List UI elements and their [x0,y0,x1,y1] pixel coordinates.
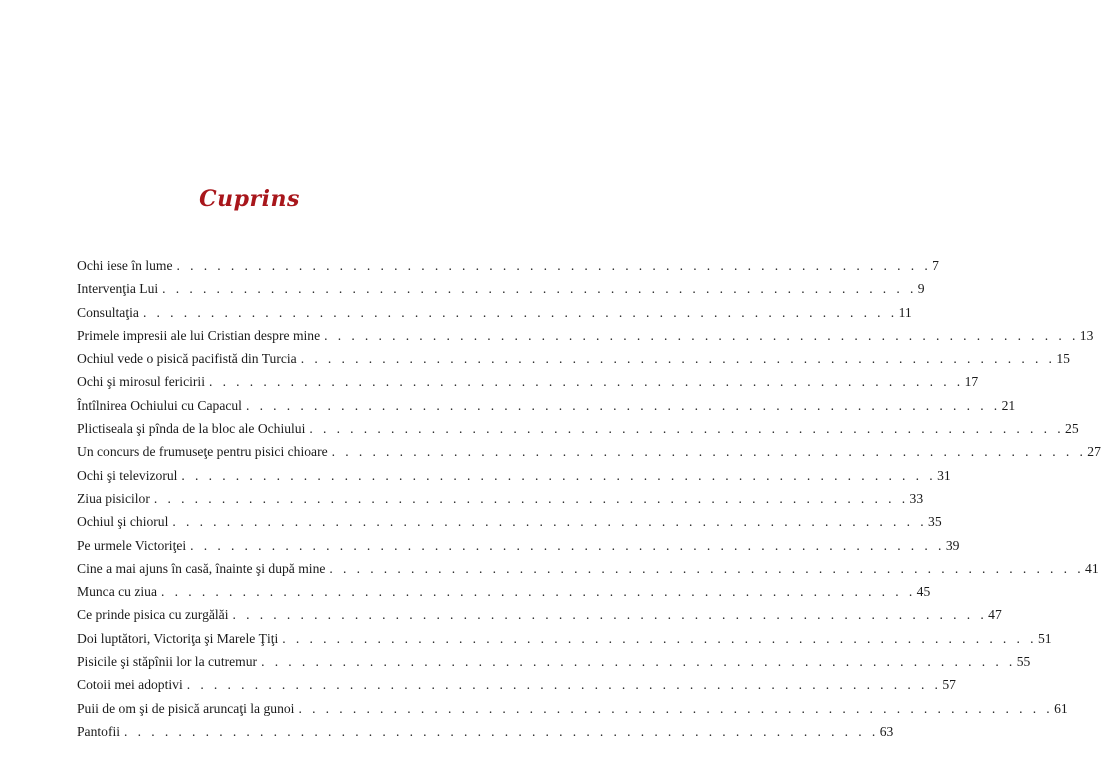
toc-entry [77,327,1094,350]
toc-entry-page-number: 25 [1065,421,1079,437]
toc-entry-page-number: 57 [942,677,956,693]
toc-entry-title: Întîlnirea Ochiului cu Capacul [77,397,242,413]
toc-entry [77,676,956,699]
toc-entry-page-number: 21 [1001,397,1016,413]
toc-entry-page-number: 39 [945,537,960,553]
toc-entry [77,537,960,560]
toc-entry [77,560,1099,583]
toc-entry [77,373,979,396]
toc-entry-page-number: 35 [928,514,942,530]
toc-entry [77,467,951,490]
toc-dot-leader: . . . . . . . . . . . . . . . . . . . . . . . . . . . . . . . . . . . . . . . . . . . . . . . . . . . . . . . . [245,397,1001,413]
toc-dot-leader: . . . . . . . . . . . . . . . . . . . . . . . . . . . . . . . . . . . . . . . . . . . . . . . . . . . . . . . . [232,607,988,623]
toc-entry-page-number: 61 [1054,700,1068,716]
toc-entry-title: Ziua pisicilor [77,490,150,506]
toc-dot-leader: . . . . . . . . . . . . . . . . . . . . . . . . . . . . . . . . . . . . . . . . . . . . . . . . . . . . . . . . [329,560,1085,576]
toc-entry-page-number: 47 [988,607,1002,623]
toc-entry [77,304,912,327]
toc-entry-page-number: 55 [1016,654,1031,670]
toc-entry [77,443,1101,466]
toc-entry [77,420,1079,443]
toc-entry-title: Pe urmele Victoriţei [77,537,187,553]
toc-entry-title: Primele impresii ale lui Cristian despre mine [77,327,321,343]
toc-entry-title: Un concurs de frumuseţe pentru pisici chioare [77,444,328,460]
toc-entry-page-number: 41 [1085,560,1099,576]
toc-entry [77,583,931,606]
toc-dot-leader: . . . . . . . . . . . . . . . . . . . . . . . . . . . . . . . . . . . . . . . . . . . . . . . . . . . . . . . . [261,654,1016,670]
toc-entry [77,723,894,746]
toc-entry-title: Intervenţia Lui [77,281,159,297]
toc-dot-leader: . . . . . . . . . . . . . . . . . . . . . . . . . . . . . . . . . . . . . . . . . . . . . . . . . . . . . . . . [324,327,1079,343]
toc-entry-title: Ochi iese în lume [77,258,173,273]
toc-dot-leader: . . . . . . . . . . . . . . . . . . . . . . . . . . . . . . . . . . . . . . . . . . . . . . . . . . . . . . . . [298,700,1054,716]
toc-entry-page-number: 13 [1079,327,1094,343]
toc-dot-leader: . . . . . . . . . . . . . . . . . . . . . . . . . . . . . . . . . . . . . . . . . . . . . . . . . . . . . . . . [153,490,909,506]
toc-entry-page-number: 27 [1087,444,1101,460]
toc-entry-page-number: 63 [879,723,894,739]
toc-entry-page-number: 15 [1056,351,1070,367]
toc-entry [77,653,1031,676]
toc-entry [77,606,1002,629]
toc-entry-page-number: 9 [917,281,925,297]
toc-dot-leader: . . . . . . . . . . . . . . . . . . . . . . . . . . . . . . . . . . . . . . . . . . . . . . . . . . . . . . . . [161,584,916,600]
toc-dot-leader: . . . . . . . . . . . . . . . . . . . . . . . . . . . . . . . . . . . . . . . . . . . . . . . . . . . . . . . . [176,258,932,273]
toc-entry-page-number: 11 [898,304,912,320]
toc-entry-page-number: 31 [937,467,951,483]
toc-dot-leader: . . . . . . . . . . . . . . . . . . . . . . . . . . . . . . . . . . . . . . . . . . . . . . . . . . . . . . . . [181,467,937,483]
toc-entry-title: Ochi şi televizorul [77,467,178,483]
toc-entry-title: Pisicile şi stăpînii lor la cutremur [77,654,258,670]
toc-entry-title: Cine a mai ajuns în casă, înainte şi după mine [77,560,326,576]
toc-entry [77,397,1016,420]
toc-entry-page-number: 17 [964,374,979,390]
toc-entry-page-number: 33 [909,490,924,506]
toc-entry-title: Munca cu ziua [77,584,158,600]
toc-entry-title: Puii de om şi de pisică aruncaţi la gunoi [77,700,295,716]
toc-dot-leader: . . . . . . . . . . . . . . . . . . . . . . . . . . . . . . . . . . . . . . . . . . . . . . . . . . . . . . . . [186,677,942,693]
toc-entry-title: Doi luptători, Victoriţa şi Marele Ţiţi [77,630,279,646]
toc-dot-leader: . . . . . . . . . . . . . . . . . . . . . . . . . . . . . . . . . . . . . . . . . . . . . . . . . . . . . . . . [208,374,964,390]
toc-entry [77,490,924,513]
toc-dot-leader: . . . . . . . . . . . . . . . . . . . . . . . . . . . . . . . . . . . . . . . . . . . . . . . . . . . . . . . . [300,351,1056,367]
toc-entry [77,630,1052,653]
toc-entry [77,257,939,280]
toc-entry-title: Ce prinde pisica cu zurgălăi [77,607,229,623]
toc-entry-title: Ochiul şi chiorul [77,514,169,530]
toc-entry [77,700,1068,723]
toc-entry-title: Ochiul vede o pisică pacifistă din Turcia [77,351,297,367]
toc-dot-leader: . . . . . . . . . . . . . . . . . . . . . . . . . . . . . . . . . . . . . . . . . . . . . . . . . . . . . . . . [331,444,1087,460]
toc-dot-leader: . . . . . . . . . . . . . . . . . . . . . . . . . . . . . . . . . . . . . . . . . . . . . . . . . . . . . . . . [124,723,879,739]
toc-entry-page-number: 51 [1037,630,1052,646]
table-of-contents [77,257,1101,746]
toc-dot-leader: . . . . . . . . . . . . . . . . . . . . . . . . . . . . . . . . . . . . . . . . . . . . . . . . . . . . . . . . [172,514,928,530]
toc-entry-page-number: 45 [916,584,931,600]
toc-entry-title: Ochi şi mirosul fericirii [77,374,205,390]
toc-dot-leader: . . . . . . . . . . . . . . . . . . . . . . . . . . . . . . . . . . . . . . . . . . . . . . . . . . . . . . . . [190,537,945,553]
toc-entry-title: Consultaţia [77,304,139,320]
toc-entry [77,280,925,303]
toc-dot-leader: . . . . . . . . . . . . . . . . . . . . . . . . . . . . . . . . . . . . . . . . . . . . . . . . . . . . . . . . [282,630,1037,646]
toc-entry-page-number: 7 [932,258,939,273]
toc-entry-title: Cotoii mei adoptivi [77,677,183,693]
toc-title: Cuprins [199,186,300,212]
toc-entry-title: Plictiseala şi pînda de la bloc ale Ochiului [77,421,306,437]
toc-dot-leader: . . . . . . . . . . . . . . . . . . . . . . . . . . . . . . . . . . . . . . . . . . . . . . . . . . . . . . . . [309,421,1065,437]
toc-entry [77,350,1070,373]
toc-dot-leader: . . . . . . . . . . . . . . . . . . . . . . . . . . . . . . . . . . . . . . . . . . . . . . . . . . . . . . . . [162,281,917,297]
toc-entry [77,513,942,536]
toc-dot-leader: . . . . . . . . . . . . . . . . . . . . . . . . . . . . . . . . . . . . . . . . . . . . . . . . . . . . . . . . [142,304,898,320]
toc-entry-title: Pantofii [77,723,121,739]
